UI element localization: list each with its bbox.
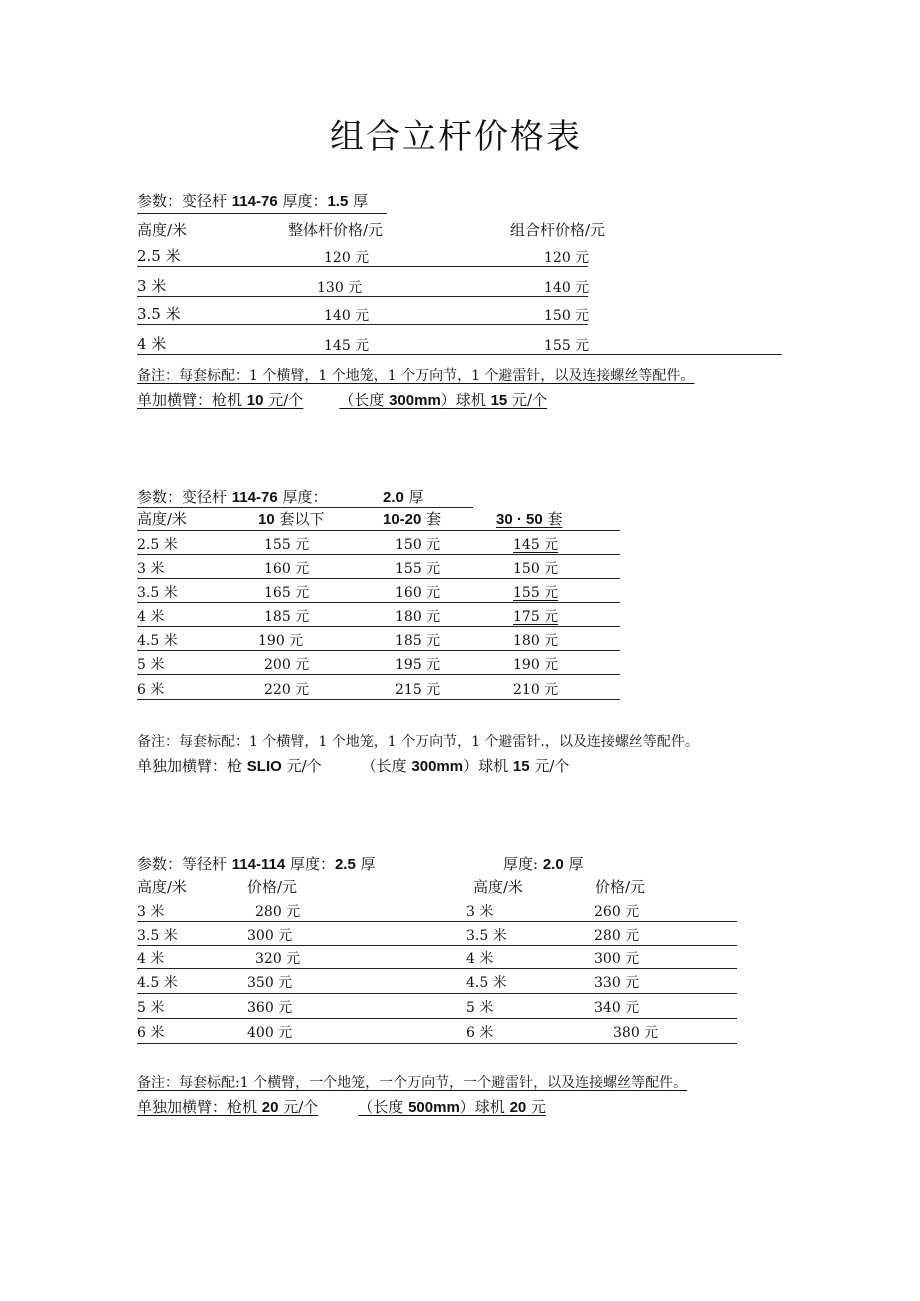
s3-left-row1-height: 3 米 [137, 904, 165, 920]
s3-right-row1-price: 260 元 [594, 904, 640, 920]
s3-row6-line [137, 1043, 737, 1044]
s1-row1-line [137, 266, 588, 267]
s3-right-row1-height: 3 米 [466, 904, 494, 920]
s3-param2-prefix: 厚度: [503, 855, 543, 873]
s3-left-row5-price: 360 元 [247, 1000, 293, 1016]
s1-row4-height: 4 米 [137, 335, 167, 353]
s1-row1-combo: 120 元 [544, 250, 590, 266]
s3-param2-line [503, 857, 583, 872]
s3-right-row3-height: 4 米 [466, 951, 494, 967]
s3-left-row3-height: 4 米 [137, 951, 165, 967]
s3-right-row5-price: 340 元 [594, 1000, 640, 1016]
s3-right-row2-height: 3.5 米 [466, 928, 507, 944]
s2-row1-line [137, 554, 620, 555]
s2-row7-height: 6 米 [137, 682, 165, 698]
s3-right-row3-price: 300 元 [594, 951, 640, 967]
s2-row5-c2: 185 元 [395, 633, 441, 649]
s2-row7-c1: 220 元 [264, 682, 310, 698]
s2-extra-f: ）球机 [463, 757, 513, 775]
s2-row2-c3: 150 元 [513, 561, 559, 577]
s1-row4-combo: 155 元 [544, 338, 590, 354]
s2-row4-line [137, 626, 620, 627]
s2-row2-c1: 160 元 [264, 561, 310, 577]
s3-left-row6-height: 6 米 [137, 1025, 165, 1041]
s1-row1-whole: 120 元 [324, 250, 370, 266]
s2-row2-height: 3 米 [137, 561, 165, 577]
s2-row1-height: 2.5 米 [137, 537, 178, 553]
s1-extra-f: ）球机 [440, 391, 491, 409]
s1-param-thick: 1.5 [327, 193, 349, 210]
s2-row6-height: 5 米 [137, 657, 165, 673]
s1-param-mid: 厚度： [277, 192, 328, 210]
s2-header-col3 [496, 512, 562, 527]
s3-extra-h: 元 [526, 1098, 547, 1116]
s1-row4-whole: 145 元 [324, 338, 370, 354]
s3-right-row5-height: 5 米 [466, 1000, 494, 1016]
s3-row2-line [137, 945, 737, 946]
s2-h-c2-num: 10-20 [383, 511, 422, 528]
s2-row5-line [137, 650, 620, 651]
s2-extra-e: 300mm [411, 758, 464, 775]
s1-row2-combo: 140 元 [544, 280, 590, 296]
s2-h-c1-num: 10 [258, 511, 275, 528]
s3-extra-arm [137, 1100, 546, 1115]
s3-extra-a: 单独加横臂：枪机 [137, 1098, 262, 1116]
s2-param-spec: 114-76 [231, 489, 278, 506]
s1-row3-whole: 140 元 [324, 308, 370, 324]
s2-extra-b: SLIO [246, 758, 282, 775]
s2-param-thick: 2.0 [383, 489, 404, 506]
s3-param-line [137, 857, 376, 872]
s2-row2-c2: 155 元 [395, 561, 441, 577]
s3-left-row2-price: 300 元 [247, 928, 293, 944]
s2-extra-arm [137, 759, 569, 774]
s2-row7-c3: 210 元 [513, 682, 559, 698]
s2-h-c1-txt: 套以下 [274, 510, 325, 528]
s2-header-line [137, 530, 620, 531]
s2-param-mid: 厚度： [277, 488, 328, 506]
s1-extra-b: 10 [246, 392, 264, 409]
s2-row3-c2: 160 元 [395, 585, 441, 601]
s2-row4-c2: 180 元 [395, 609, 441, 625]
s3-right-header-height: 高度/米 [473, 878, 524, 896]
s2-param-underline [137, 507, 473, 508]
page-title: 组合立杆价格表 [330, 117, 582, 157]
s2-param-thick-line [383, 490, 424, 505]
s3-param-mid: 厚度： [285, 855, 335, 873]
s3-right-row6-height: 6 米 [466, 1025, 494, 1041]
s2-row4-c1: 185 元 [264, 609, 310, 625]
s3-row5-line [137, 1018, 737, 1019]
s1-row4-line [137, 354, 782, 355]
s3-extra-d: （长度 [358, 1098, 409, 1116]
s3-param2-thick: 2.0 [542, 856, 564, 873]
s2-row7-c2: 215 元 [395, 682, 441, 698]
s3-right-row2-price: 280 元 [594, 928, 640, 944]
s1-param-underline [137, 213, 387, 214]
s1-extra-h: 元/个 [507, 391, 548, 409]
s3-right-row6-price: 380 元 [613, 1025, 659, 1041]
s2-header-col2 [383, 512, 441, 527]
s3-right-header-price: 价格/元 [595, 878, 646, 896]
s1-row3-height: 3.5 米 [137, 305, 181, 323]
s2-param-line [137, 490, 327, 505]
s3-extra-g: 20 [509, 1099, 527, 1116]
s1-param-spec: 114-76 [231, 193, 278, 210]
s2-extra-d: （长度 [361, 757, 412, 775]
s3-param-spec: 114-114 [231, 856, 286, 873]
s2-row5-c3: 180 元 [513, 633, 559, 649]
s2-row4-height: 4 米 [137, 609, 165, 625]
s2-row7-line [137, 699, 620, 700]
s2-row1-c1: 155 元 [264, 537, 310, 553]
s2-row2-line [137, 578, 620, 579]
s2-header-col1 [258, 512, 324, 527]
s3-right-row4-price: 330 元 [594, 975, 640, 991]
s2-h-c3-num: 30 · 50 [496, 511, 543, 528]
s3-row1-line [137, 921, 737, 922]
s2-row1-c3: 145 元 [513, 537, 559, 553]
s3-extra-f: ）球机 [459, 1098, 510, 1116]
s2-row3-line [137, 602, 620, 603]
s2-extra-h: 元/个 [529, 757, 570, 775]
s2-note: 备注：每套标配：1 个横臂，1 个地笼，1 个万向节，1 个避雷针.，以及连接螺丝等配件。 [137, 734, 699, 750]
s2-row3-height: 3.5 米 [137, 585, 178, 601]
s3-left-row1-price: 280 元 [255, 904, 301, 920]
s3-extra-e: 500mm [408, 1099, 460, 1116]
s1-header-whole: 整体杆价格/元 [288, 221, 384, 239]
s2-row5-c1: 190 元 [258, 633, 304, 649]
s1-extra-e: 300mm [389, 392, 441, 409]
s3-left-row3-price: 320 元 [255, 951, 301, 967]
s3-row3-line [137, 968, 737, 969]
s3-left-row4-height: 4.5 米 [137, 975, 178, 991]
s1-extra-c: 元/个 [263, 391, 304, 409]
s3-extra-b: 20 [261, 1099, 279, 1116]
s1-row3-combo: 150 元 [544, 308, 590, 324]
s1-row1-height: 2.5 米 [137, 247, 181, 265]
s1-row2-whole: 130 元 [317, 280, 363, 296]
s3-extra-c: 元/个 [278, 1098, 319, 1116]
s2-extra-a: 单独加横臂：枪 [137, 757, 247, 775]
s3-left-row2-height: 3.5 米 [137, 928, 178, 944]
s2-row5-height: 4.5 米 [137, 633, 178, 649]
s3-left-header-height: 高度/米 [137, 878, 188, 896]
s3-left-header-price: 价格/元 [247, 878, 298, 896]
s1-extra-d: （长度 [339, 391, 390, 409]
s1-extra-a: 单加横臂：枪机 [137, 391, 247, 409]
s3-param-thick: 2.5 [334, 856, 356, 873]
s2-row6-c2: 195 元 [395, 657, 441, 673]
s3-left-row5-height: 5 米 [137, 1000, 165, 1016]
s1-row3-line [137, 324, 588, 325]
s2-extra-g: 15 [512, 758, 530, 775]
s2-row3-c1: 165 元 [264, 585, 310, 601]
s2-param-suffix: 厚 [403, 488, 424, 506]
s2-h-c3-txt: 套 [542, 510, 563, 528]
s2-row6-line [137, 674, 620, 675]
s3-left-row4-price: 350 元 [247, 975, 293, 991]
s1-row2-height: 3 米 [137, 277, 167, 295]
s1-param-suffix: 厚 [348, 192, 369, 210]
s3-param-prefix: 参数：等径杆 [137, 855, 232, 873]
s2-row6-c3: 190 元 [513, 657, 559, 673]
s1-param-line [137, 194, 368, 209]
s1-extra-g: 15 [490, 392, 508, 409]
s2-row1-c2: 150 元 [395, 537, 441, 553]
s3-param-suffix: 厚 [355, 855, 376, 873]
s3-right-row4-height: 4.5 米 [466, 975, 507, 991]
s1-param-prefix: 参数：变径杆 [137, 192, 232, 210]
s3-row4-line [137, 993, 737, 994]
s2-extra-c: 元/个 [281, 757, 322, 775]
s3-param2-suffix: 厚 [563, 855, 584, 873]
s2-h-c2-txt: 套 [421, 510, 442, 528]
s1-header-height: 高度/米 [137, 221, 188, 239]
s2-header-height: 高度/米 [137, 510, 188, 528]
s2-row3-c3: 155 元 [513, 585, 559, 601]
s2-row4-c3: 175 元 [513, 609, 559, 625]
s1-header-combo: 组合杆价格/元 [510, 221, 606, 239]
s3-left-row6-price: 400 元 [247, 1025, 293, 1041]
s1-note: 备注：每套标配：1 个横臂，1 个地笼，1 个万向节，1 个避雷针，以及连接螺丝等配件。 [137, 368, 695, 384]
s2-param-prefix: 参数：变径杆 [137, 488, 232, 506]
s1-row2-line [137, 296, 588, 297]
s1-extra-arm [137, 393, 547, 408]
s3-note: 备注：每套标配:1 个横臂，一个地笼，一个万向节，一个避雷针，以及连接螺丝等配件。 [137, 1075, 688, 1091]
s2-row6-c1: 200 元 [264, 657, 310, 673]
